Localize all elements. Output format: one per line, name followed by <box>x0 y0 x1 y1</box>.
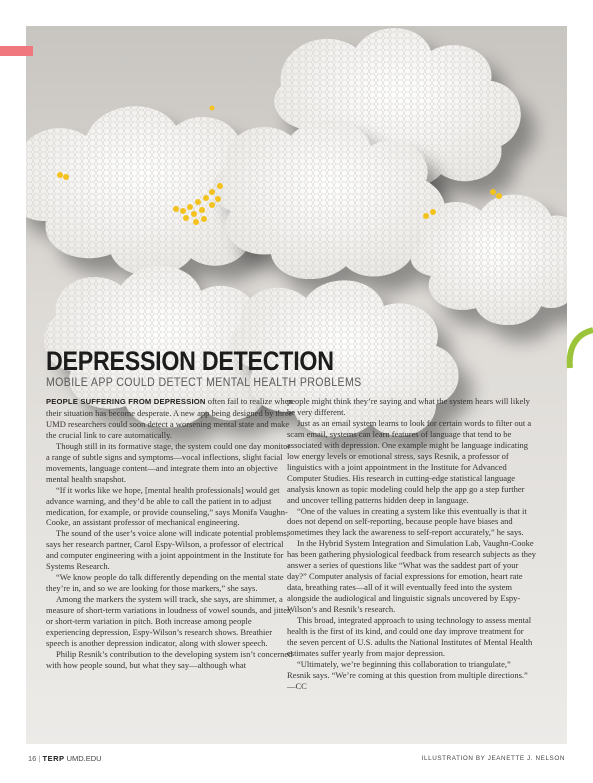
folio <box>28 754 102 763</box>
magazine-name: TERP <box>42 754 65 763</box>
article-paragraph: “One of the values in creating a system like this eventually is that it does not depend on self-reporting, because people have biases and sometimes they lack the awareness to self-report accurately,” he says. <box>287 505 527 538</box>
website: UMD.EDU <box>66 754 102 763</box>
article-paragraph: This broad, integrated approach to using technology to assess mental health is the first of its kind, and could one day improve treatment for the seven percent of U.S. adults the National Institutes of Mental Health estimates suffer yearly from major depression. <box>287 615 533 658</box>
article-paragraph: “We know people do talk differently depending on the mental state they’re in, and so we are looking for those markers,” she says. <box>46 572 284 594</box>
article-paragraph: people might think they’re saying and what the system hears will likely be very different. <box>287 396 530 417</box>
article-paragraph: Just as an email system learns to look for certain words to filter out a scam email, systems can learn features of language that tend to be associated with depression. One example might be language indicating low energy levels or emotional stress, says Resnik, a professor of linguistics with a joint appointment in the Institute for Advanced Computer Studies. His research in cutting-edge statistical language analysis known as topic modeling could help the app go a step further and uncover telling patterns hidden deep in language. <box>287 417 532 505</box>
article-paragraph: Though still in its formative stage, the system could one day monitor a range of subtle signs and symptoms—vocal inflections, slight facial movements, language content—and integrate them into an objective mental health snapshot. <box>46 440 291 484</box>
article-paragraph: “Ultimately, we’re beginning this collaboration to triangulate,” Resnik says. “We’re coming at this question from multiple directions.” —CC <box>287 658 528 691</box>
article-paragraph: In the Hybrid System Integration and Simulation Lab, Vaughn-Cooke has been gathering physiological feedback from research subjects as they answer a series of questions like “What was the saddest part of your day?” Computer analysis of facial expressions for emotion, heart rate data, breathing rates—all of it will eventually feed into the system alongside the audiological and linguistic signals uncovered by Espy-Wilson’s and Resnik’s research. <box>287 538 537 615</box>
page-number: 16 <box>28 754 37 763</box>
folio-separator: | <box>38 754 41 763</box>
article-subhead: MOBILE APP COULD DETECT MENTAL HEALTH PROBLEMS <box>46 377 362 389</box>
article-paragraph: Among the markers the system will track, she says, are shimmer, a measure of short-term variations in loudness of vowel sounds, and jitter, or short-term variation in pitch. Both increase among people experiencing depression, Espy-Wilson’s research shows. Breathier speech is another depression indicator, along with slower speech. <box>46 594 292 648</box>
article-paragraph: The sound of the user’s voice alone will indicate potential problems, says her research partner, Carol Espy-Wilson, a professor of electrical and computer engineering with a joint appointment in the Institute for Systems Research. <box>46 528 289 572</box>
article-column-left <box>46 396 295 671</box>
article-paragraph: Philip Resnik’s contribution to the developing system isn’t concerned with how people sound, but what they say—although what <box>46 648 293 670</box>
illustration-credit: ILLUSTRATION BY JEANETTE J. NELSON <box>421 755 565 762</box>
article-headline: DEPRESSION DETECTION <box>46 346 334 376</box>
article-paragraph: “If it works like we hope, [mental health professionals] would get advance warning, and they’d be able to call the patient in to adjust medication, for example, or provide counseling,” says Monifa Vaughn-Cooke, an assistant professor of mechanical engineering. <box>46 484 288 528</box>
section-tab-marker <box>0 46 33 56</box>
lead-in: PEOPLE SUFFERING FROM DEPRESSION <box>46 397 206 406</box>
decorative-arc <box>562 326 593 370</box>
article-paragraph: PEOPLE SUFFERING FROM DEPRESSION often fail to realize when their situation has become desperate. A new app being designed by three UMD researchers could soon detect a worsening mental state and make the crucial link to care automatically. <box>46 396 293 440</box>
article-column-right <box>287 396 536 692</box>
